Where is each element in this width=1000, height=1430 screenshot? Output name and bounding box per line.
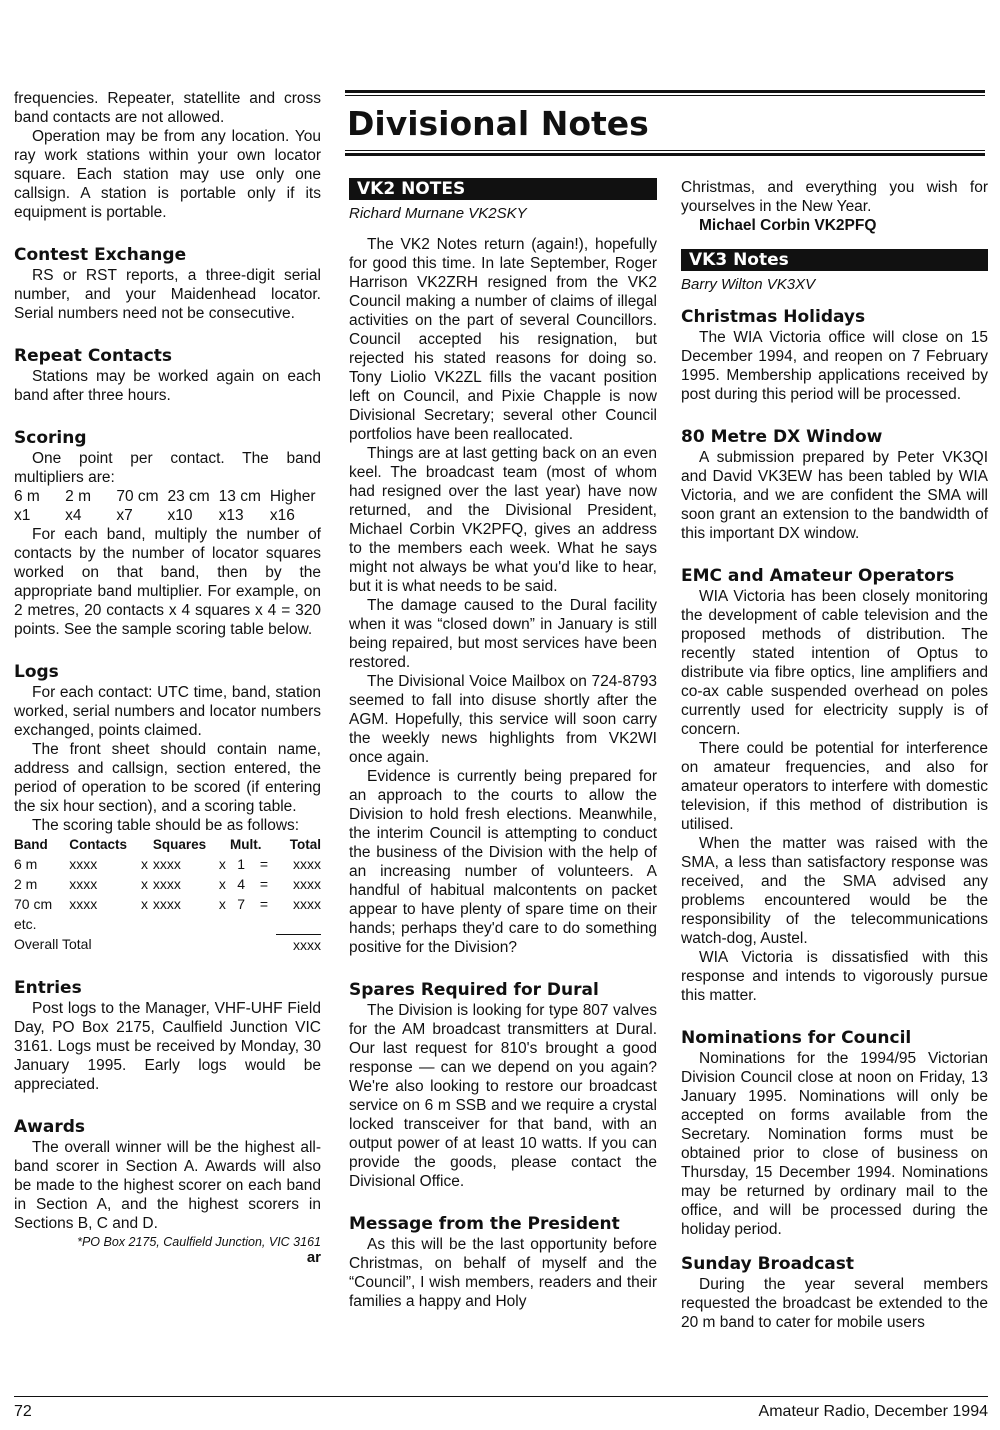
masthead (345, 90, 985, 156)
band-label: 2 m (65, 488, 91, 505)
cell-equals: = (259, 856, 269, 872)
table-row-overall (14, 934, 321, 955)
cell-contacts: xxxx (69, 896, 98, 912)
table-header: Mult. (230, 837, 262, 852)
christmas-heading: Christmas Holidays (681, 307, 866, 327)
dx-window-heading: 80 Metre DX Window (681, 427, 883, 447)
table-row-etc (14, 914, 321, 934)
band-label: 6 m (14, 488, 40, 505)
emc-text-3: When the matter was raised with the SMA, a less than satisfactory response was received, and the SMA advised any problems encountered would be the responsibility of the telecommunications watch-dog, Austel. (681, 835, 988, 947)
footer-rule (14, 1396, 988, 1397)
logs-text-1: For each contact: UTC time, band, station worked, serial numbers and locator numbers exchanged, points claimed. (14, 684, 321, 739)
cell-band: 6 m (14, 856, 38, 872)
band-label: 13 cm (218, 488, 261, 505)
vk2-paragraph-1: The VK2 Notes return (again!), hopefully for good this time. In late September, Roger Harrison VK2ZRH resigned from the VK2 Council making a number of claims of illegal activities on the part of several Councillors. Council accepted his resignation, but rejected his stated reasons for doing so. Tony Liolio VK2ZL fills the vacant position left on Council, and Pixie Chapple is now Divisional Secretary; several other Council portfolios have been reallocated. (349, 236, 657, 443)
overall-total-value: xxxx (293, 936, 321, 953)
contest-exchange-text: RS or RST reports, a three-digit serial number, and your Maidenhead locator. Serial numbers need not be consecutive. (14, 267, 321, 322)
sunday-broadcast-heading: Sunday Broadcast (681, 1254, 855, 1274)
nominations-heading: Nominations for Council (681, 1028, 912, 1048)
repeat-contacts-heading: Repeat Contacts (14, 346, 173, 366)
cell-squares: xxxx (152, 876, 181, 892)
spares-heading: Spares Required for Dural (349, 980, 599, 1000)
emc-heading: EMC and Amateur Operators (681, 566, 955, 586)
multiplier-value: x10 (167, 507, 193, 524)
footnote: *PO Box 2175, Caulfield Junction, VIC 3161 (77, 1234, 321, 1249)
cell-contacts: xxxx (69, 876, 98, 892)
cell-times: x (218, 856, 226, 872)
scoring-heading: Scoring (14, 428, 87, 448)
president-heading: Message from the President (349, 1214, 620, 1234)
multiplier-value: x7 (116, 507, 133, 524)
emc-text-1: WIA Victoria has been closely monitoring the development of cable television and the proposed methods of distribution. The recently stated intention of Optus to distribute via fibre optics, line amplifiers and co-ax cable suspended overhead on poles currently used for electricity supply is of concern. (681, 588, 988, 738)
contest-exchange-heading: Contest Exchange (14, 245, 187, 265)
cell-times: x (218, 876, 226, 892)
top-rule (345, 90, 985, 96)
band-label: Higher (269, 488, 316, 505)
cell-total: xxxx (293, 856, 321, 872)
logs-heading: Logs (14, 662, 59, 682)
intro-paragraph-1: frequencies. Repeater, statellite and cross band contacts are not allowed. (14, 90, 321, 126)
multiplier-value: x1 (14, 507, 31, 524)
column-middle (349, 178, 657, 1311)
awards-heading: Awards (14, 1116, 86, 1137)
vk2-paragraph-5: Evidence is currently being prepared for an approach to the courts to allow the Division to hold fresh elections. Meanwhile, the interim Council is attempting to conduct the business of the Division with the help of an increasing number of volunteers. A handful of habitual malcontents on packet appear to have plenty of spare time on their hands; perhaps they'd care to do something positive for the Division? (349, 768, 657, 956)
vk2-paragraph-3: The damage caused to the Dural facility when it was “closed down” in January is still being repaired, but most services have been restored. (349, 597, 657, 671)
entries-text: Post logs to the Manager, VHF-UHF Field Day, PO Box 2175, Caulfield Junction VIC 3161. Logs must be received by Monday, 30 January 1995. Early logs would be appreciated. (14, 999, 321, 1093)
cell-squares: xxxx (152, 856, 181, 872)
logs-text-2: The front sheet should contain name, address and callsign, section entered, the period of operation to be scored (if entering the six hour section), and a scoring table. (14, 741, 321, 815)
entries-heading: Entries (14, 977, 82, 998)
band-multiplier-grid (14, 487, 321, 525)
intro-paragraph-2: Operation may be from any location. You ray work stations within your own locator square. Each station may use only one callsign. A station is portable only if its equipment is portable. (14, 128, 321, 221)
column-left (14, 89, 321, 1266)
nominations-text: Nominations for the 1994/95 Victorian Division Council close at noon on Friday, 13 January 1995. Nominations will only be accepted on forms available from the Secretary. Nomination forms must be obtained prior to close of business on Thursday, 15 December 1994. Nominations may be returned by ordinary mail to the office, and will be processed during the holiday period. (681, 1050, 988, 1238)
scoring-text-2: For each band, multiply the number of contacts by the number of locator squares worked on that band, then by the appropriate band multiplier. For example, on 2 metres, 20 contacts x 4 squares x 4 = 320 points. See the sample scoring table below. (14, 526, 321, 638)
cell-equals: = (259, 876, 269, 892)
president-text: As this will be the last opportunity before Christmas, on behalf of myself and the “Council”, I wish members, readers and their families a happy and Holy (349, 1236, 657, 1310)
vk2-paragraph-2: Things are at last getting back on an even keel. The broadcast team (most of whom had resigned over the last year) have now returned, and the Divisional President, Michael Corbin VK2PFQ, gives an address to the members each week. What he says might not always be what you'd like to hear, but it is what needs to be said. (349, 445, 657, 595)
emc-text-2: There could be potential for interference on amateur frequencies, and also for amateur operators to interfere with domestic television, if this method of distribution is utilised. (681, 740, 988, 833)
cell-times: x (141, 896, 148, 912)
scoring-text-1: One point per contact. The band multipliers are: (14, 450, 321, 486)
dx-window-text: A submission prepared by Peter VK3QI and David VK3EW has been tabled by WIA Victoria, and we are confident the SMA will soon grant an extension to the bandwidth of this important DX window. (681, 449, 988, 542)
vk2-paragraph-4: The Divisional Voice Mailbox on 724-8793 seemed to fall into disuse shortly after the AGM. Hopefully, this service will soon carry the weekly news highlights from VK2WI once again. (349, 673, 657, 766)
band-label: 70 cm (116, 488, 159, 505)
scoring-table (14, 835, 321, 955)
table-row (14, 894, 321, 914)
cell-mult: 1 (237, 856, 246, 872)
spares-text: The Division is looking for type 807 valves for the AM broadcast transmitters at Dural. Our last request for 810's brought a good response — can we depend on you again? We're also looking to restore our broadcast service on 6 m SSB and we require a crystal locked transceiver for that band, with an output power of at least 10 watts. If you can provide the goods, please contact the Divisional Office. (349, 1002, 657, 1190)
end-mark: ar (306, 1248, 321, 1266)
multiplier-value: x4 (65, 507, 82, 524)
cell-band: 2 m (14, 876, 38, 892)
emc-text-4: WIA Victoria is dissatisfied with this response and intends to vigorously pursue this matter. (681, 949, 988, 1004)
band-label: 23 cm (167, 488, 210, 505)
total-underline (276, 914, 321, 934)
page-number: 72 (14, 1403, 32, 1420)
cell-times: x (141, 856, 148, 872)
title-rule (345, 150, 985, 156)
cell-total: xxxx (293, 876, 321, 892)
page-title: Divisional Notes (347, 104, 649, 143)
publication-credit: Amateur Radio, December 1994 (758, 1403, 988, 1420)
cell-contacts: xxxx (69, 856, 98, 872)
table-header: Contacts (69, 837, 127, 852)
table-row (14, 874, 321, 894)
cell-total: xxxx (293, 896, 321, 912)
multiplier-value: x16 (269, 507, 295, 524)
president-text-continued: Christmas, and everything you wish for yourselves in the New Year. (681, 179, 988, 215)
awards-text: The overall winner will be the highest all-band scorer in Section A. Awards will also be made to the highest scorer on each band in Section A, and the highest scorers in Sections B, C and D. (14, 1138, 321, 1232)
multiplier-value: x13 (218, 507, 244, 524)
table-header: Squares (152, 837, 207, 852)
vk2-notes-bar: VK2 NOTES (349, 178, 657, 200)
vk3-notes-bar: VK3 Notes (681, 249, 988, 271)
cell-mult: 4 (237, 876, 246, 892)
christmas-text: The WIA Victoria office will close on 15 December 1994, and reopen on 7 February 1995. Membership applications received by post during this period will be processed. (681, 329, 988, 403)
table-header: Band (14, 837, 48, 852)
cell-equals: = (259, 896, 269, 912)
cell-etc: etc. (14, 916, 37, 932)
column-right (681, 178, 988, 1332)
cell-times: x (218, 896, 226, 912)
cell-squares: xxxx (152, 896, 181, 912)
cell-mult: 7 (237, 896, 246, 912)
table-header-row (14, 835, 321, 854)
sunday-broadcast-text: During the year several members requested the broadcast be extended to the 20 m band to cater for mobile users (681, 1276, 988, 1331)
logs-text-3: The scoring table should be as follows: (32, 817, 300, 834)
cell-times: x (141, 876, 148, 892)
table-row (14, 854, 321, 874)
repeat-contacts-text: Stations may be worked again on each band after three hours. (14, 368, 321, 404)
overall-total-label: Overall Total (14, 936, 92, 953)
vk3-byline: Barry Wilton VK3XV (681, 276, 816, 293)
signature: Michael Corbin VK2PFQ (699, 217, 877, 234)
vk2-byline: Richard Murnane VK2SKY (349, 205, 527, 222)
cell-band: 70 cm (14, 896, 53, 912)
table-header: Total (289, 837, 321, 852)
